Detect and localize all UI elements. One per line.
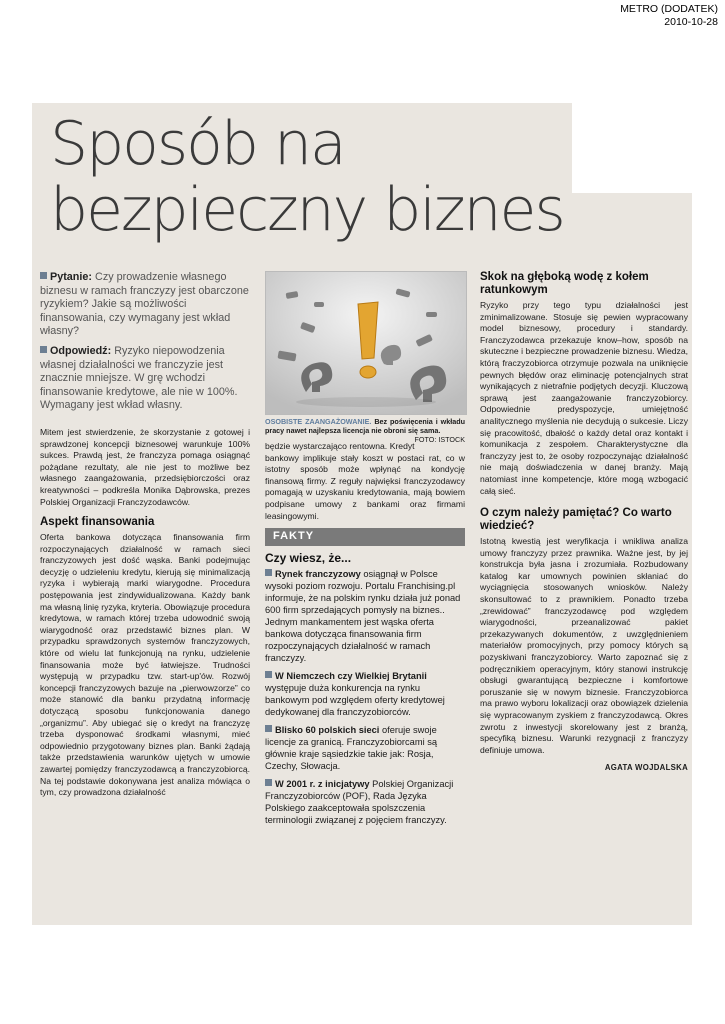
question-text: Czy prowadzenie własnego biznesu w ramach franczyzy jest obarczone ryzykiem? Jakie są możliwości finansowania, czy wymagany jest wkład własny? xyxy=(40,271,249,338)
answer-label: Odpowiedź: xyxy=(50,344,112,357)
section-heading: Skok na głęboką wodę z kołem ratunkowym xyxy=(480,271,649,296)
body-paragraph: Ryzyko przy tego typu działalności jest zminimalizowane. Stosuje się pewien wypracowany model biznesowy, procedury i standardy. Franczyzodawca przekazuje know–how, sposób na skuteczne i bezpieczne prowadzenie biznesu. Wiedza, którą fraczyzobiorca otrzymuje pozwala na uniknięcie pewnych błędów oraz eliminację potencjalnych strat wynikających z nietrafnie podjętych decyzji. Kluczową sprawą jest zaangażowanie franczyzobiorcy. Odpowiednie predyspozycje, umiejętność analitycznego myślenia nie decydują o sukcesie. Liczy się pracowitość, dbałość o każdy detal oraz kontakt i komunikacja z zespołem. Charakterystyczne dla franczyzy jest to, że osoby rozpoczynając działalność nie mają doświadczenia w danej branży. Mają natomiast inne kompetencje, które mogą wzbogacić całą sieć. xyxy=(480,300,688,496)
section-heading: Aspekt finansowania xyxy=(40,516,155,529)
section-heading: O czym należy pamiętać? Co warto wiedzieć? xyxy=(480,507,672,533)
square-bullet-icon xyxy=(40,272,47,279)
facts-banner: FAKTY xyxy=(265,528,465,546)
photo-credit: FOTO: ISTOCK xyxy=(414,435,465,444)
question-exclamation-illustration xyxy=(266,272,466,414)
photo-caption xyxy=(265,417,466,444)
body-paragraph: Istotną kwestią jest weryfikacja i wnikliwa analiza umowy franczyzy przez prawnika. Ważne jest, by jej konstrukcja była jasna i zrozumiała. Rozbudowany katalog kar umownych powinien skłaniać do wyciągnięcia stosowanych wniosków. Należy skonsultować to z prawnikiem. Ponadto trzeba „zrewidować” franczyzodawcę pod względem wiarygodności, przeanalizować pakiet przekazywanych dokumentów, z uwzględnieniem materiałów promocyjnych, przy pomocy których są pozyskiwani franczyzobiorcy. Warto zapoznać się z podręcznikiem operacyjnym, który stanowi instrukcję obsługi gwarantującą bezpieczne i komfortowe poruszanie się w nowym biznesie. Franczyzobiorca ma prawo wyboru lokalizacji oraz obowiązek dzielenia się wypracowanym zyskiem z franczyzodawcą. Okres zwrotu z inwestycji skorelowany jest z branżą, specyfiką biznesu. Warunki rezygnacji z franczyzy definiuje umowa. xyxy=(480,536,688,755)
fact-text: osiągnął w Polsce wysoki poziom rozwoju. Portalu Franchising.pl informuje, że na polskim rynku działa już ponad 600 firm sprzedających pomysły na biznes.. Jednym mankamentem jest wąska oferta bankowa dotycząca finansowania firm rozpoczynających działalność w ramach franczyzy. xyxy=(265,568,461,663)
caption-text: Bez poświęcenia i wkładu pracy nawet najlepsza licencja nie obroni się sama. xyxy=(265,417,466,435)
source-publication: METRO (DODATEK) xyxy=(620,3,718,15)
source-date: 2010-10-28 xyxy=(664,16,718,28)
question-marks-photo xyxy=(265,271,467,415)
source-stamp xyxy=(620,3,718,29)
newspaper-clipping xyxy=(32,103,692,925)
square-bullet-icon xyxy=(265,671,272,678)
square-bullet-icon xyxy=(265,569,272,576)
fact-text: Polskiej Organizacji Franczyzobiorców (POF), Rada Języka Polskiego zaakceptowała spolszczenia terminologii związanej z pojęciem franczyzy. xyxy=(265,778,454,825)
fact-text: występuje duża konkurencja na rynku bankowym pod względem oferty kredytowej dedykowanej dla franczyzobiorców. xyxy=(265,682,445,717)
headline xyxy=(50,111,564,243)
fact-lead: W 2001 r. z inicjatywy xyxy=(275,778,370,789)
body-paragraph: Mitem jest stwierdzenie, że skorzystanie z gotowej i sprawdzonej koncepcji biznesowej warunkuje 100% sukces. Prawdą jest, że franczyza pomaga osiągnąć pożądane rezultaty, ale nie jest to możliwe bez własnego zaangażowania, przedsiębiorczości oraz kreatywności – podkreśla Monika Dąbrowska, prezes Polskiej Organizacji Franczyzodawców. xyxy=(40,426,250,507)
caption-title: OSOBISTE ZAANGAŻOWANIE. xyxy=(265,417,372,426)
body-paragraph: będzie wystarczająco rentowna. Kredyt bankowy implikuje stały koszt w postaci rat, co w istotny sposób może wpłynąć na kondycję finansową firmy. Z reguły najwięksi franczyzodawcy pomagają w uzyskaniu kredytowania, mają bowiem podpisane umowy z bankami oraz firmami leasingowymi. xyxy=(265,441,465,521)
column-right xyxy=(480,271,688,774)
intro-question xyxy=(40,271,250,339)
intro-answer xyxy=(40,345,250,413)
question-label: Pytanie: xyxy=(50,271,93,283)
fact-item xyxy=(265,568,465,664)
fact-item xyxy=(265,778,465,826)
fact-item xyxy=(265,670,465,718)
clipping-cut-corner xyxy=(572,103,692,193)
column-middle xyxy=(265,271,465,832)
fact-lead: Rynek franczyzowy xyxy=(275,568,361,579)
body-paragraph: Oferta bankowa dotycząca finansowania firm rozpoczynających działalność w ramach sieci franczyzowych jest dość wąska. Banki podejmując decyzję o udzieleniu kredytu, kierują się minimalizacją ryzyka i wybierają marki wiarygodne. Procedura postępowania jest zindywidualizowana. Każdy bank ma własną linię ryzyka, kryteria. Obowiązuje procedura kredytowa, w ramach której trzeba udowodnić swoją wiarygodność oraz przedstawić biznes plan. W przypadku sprawdzonych systemów franczyzowych, które od wielu lat funkcjonują na rynku, udzielenie finansowania może być łatwiejsze. Trudności występują w przypadku tzw. start-up'ów. Rozwój koncepcji franczyzowych bazuje na „pierwowzorze” co może stanowić dla banku przydatną informację dotyczącą sposobu funkcjonowania danego „organizmu”. Aby ubiegać się o kredyt na franczyzę trzeba dysponować środkami własnymi, mieć odpowiednio przygotowany biznes plan. Banki żądają także przedstawienia warunków ujętych w umowie zawartej pomiędzy franczyzodawcą a franczyzobiorcą. Na tej podstawie dokonywana jest analiza mówiąca o tym, czy prowadzona działalność xyxy=(40,532,250,798)
answer-text: Ryzyko niepowodzenia własnej działalności we franczyzie jest znacznie mniejsze. W grę wchodzi finansowanie kredytowe, ale nie w 100%. Wymagany jest wkład własny. xyxy=(40,344,238,412)
headline-line-1: Sposób na xyxy=(50,109,345,179)
square-bullet-icon xyxy=(265,725,272,732)
square-bullet-icon xyxy=(265,779,272,786)
fact-lead: Blisko 60 polskich sieci xyxy=(275,724,380,735)
facts-title: Czy wiesz, że... xyxy=(265,550,352,565)
fact-text: oferuje swoje licencje za granicą. Franczyzobiorcami są głównie kraje sąsiedzkie takie jak: Rosja, Czechy, Słowacja. xyxy=(265,724,438,771)
square-bullet-icon xyxy=(40,346,47,353)
column-left xyxy=(40,271,250,805)
author-byline: AGATA WOJDALSKA xyxy=(604,763,688,773)
fact-item xyxy=(265,724,465,772)
fact-lead: W Niemczech czy Wielkiej Brytanii xyxy=(275,670,427,681)
headline-line-2: bezpieczny biznes xyxy=(50,175,564,245)
